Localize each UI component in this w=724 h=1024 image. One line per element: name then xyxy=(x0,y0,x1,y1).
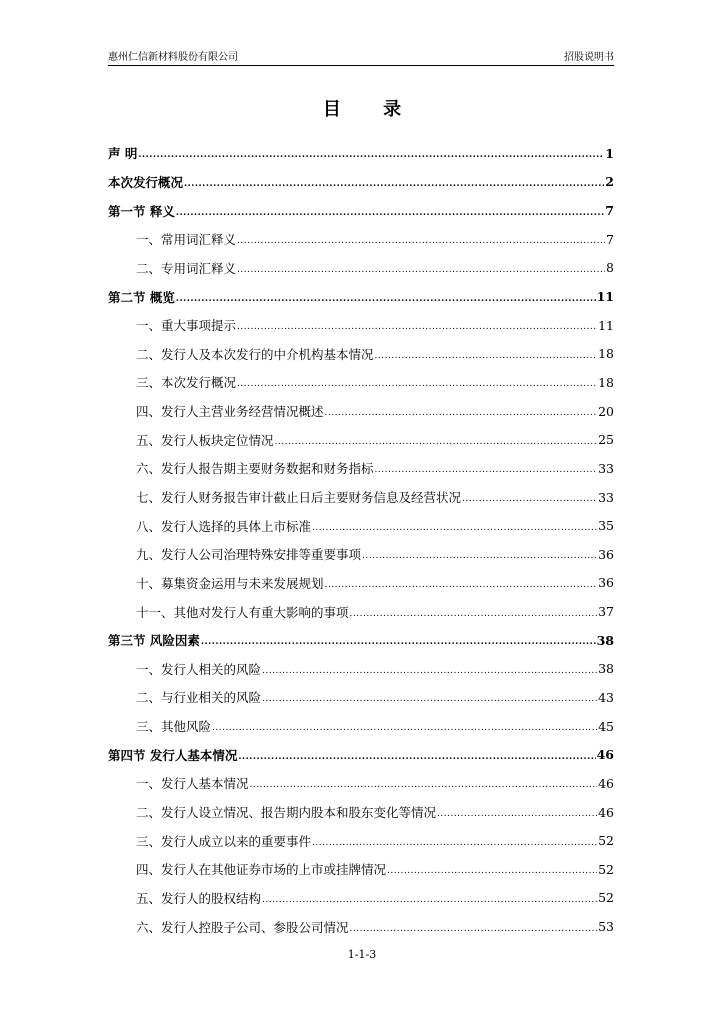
toc-dot-leader xyxy=(462,494,597,504)
toc-entry[interactable] xyxy=(108,339,614,368)
toc-dot-leader xyxy=(250,780,598,790)
toc-dot-leader xyxy=(184,179,604,189)
toc-entry-label: 四、发行人在其他证券市场的上市或挂牌情况 xyxy=(136,862,387,878)
toc-entry[interactable] xyxy=(108,569,614,598)
toc-entry-page: 8 xyxy=(606,260,614,276)
toc-dot-leader xyxy=(212,723,597,733)
toc-entry-label: 十、募集资金运用与未来发展规划 xyxy=(136,575,324,591)
toc-entry-label: 六、发行人报告期主要财务数据和财务指标 xyxy=(136,461,374,477)
toc-dot-leader xyxy=(437,809,597,819)
toc-entry-page: 36 xyxy=(598,575,614,591)
toc-dot-leader xyxy=(312,523,597,533)
toc-entry-label: 三、本次发行概况 xyxy=(136,375,237,391)
toc-entry-label: 一、重大事项提示 xyxy=(136,318,237,334)
toc-dot-leader xyxy=(375,465,598,475)
toc-entry-label: 第一节 释义 xyxy=(108,203,175,219)
toc-entry-page: 53 xyxy=(598,919,614,935)
header-document-type: 招股说明书 xyxy=(564,52,614,63)
toc-entry[interactable] xyxy=(108,740,614,769)
toc-entry-label: 二、与行业相关的风险 xyxy=(136,690,262,706)
toc-entry-page: 43 xyxy=(598,689,614,705)
toc-entry[interactable] xyxy=(108,397,614,426)
header-company-name: 惠州仁信新材料股份有限公司 xyxy=(108,52,238,63)
toc-dot-leader xyxy=(362,551,597,561)
toc-entry-page: 35 xyxy=(598,518,614,534)
toc-entry-page: 33 xyxy=(598,489,614,505)
toc-entry[interactable] xyxy=(108,769,614,798)
toc-dot-leader xyxy=(325,580,598,590)
toc-entry-label: 十一、其他对发行人有重大影响的事项 xyxy=(136,604,349,620)
toc-dot-leader xyxy=(237,236,605,246)
toc-entry[interactable] xyxy=(108,655,614,684)
toc-entry[interactable] xyxy=(108,254,614,283)
toc-entry-page: 18 xyxy=(598,374,614,390)
toc-entry-page: 7 xyxy=(605,203,614,219)
toc-dot-leader xyxy=(312,838,597,848)
toc-dot-leader xyxy=(237,322,597,332)
toc-entry[interactable] xyxy=(108,282,614,311)
toc-entry[interactable] xyxy=(108,798,614,827)
toc-entry[interactable] xyxy=(108,454,614,483)
toc-entry-label: 本次发行概况 xyxy=(108,174,184,190)
page-number: 1-1-3 xyxy=(347,948,377,961)
toc-entry-label: 一、发行人相关的风险 xyxy=(136,661,262,677)
table-of-contents xyxy=(108,139,614,941)
toc-entry-page: 46 xyxy=(598,804,614,820)
toc-entry-label: 九、发行人公司治理特殊安排等重要事项 xyxy=(136,547,362,563)
toc-dot-leader xyxy=(262,694,597,704)
toc-dot-leader xyxy=(237,265,605,275)
toc-entry-page: 25 xyxy=(598,432,614,448)
toc-dot-leader xyxy=(237,379,597,389)
toc-entry-label: 声 明 xyxy=(108,146,138,162)
toc-entry[interactable] xyxy=(108,225,614,254)
toc-entry[interactable] xyxy=(108,855,614,884)
toc-entry-page: 52 xyxy=(598,833,614,849)
toc-entry-page: 2 xyxy=(605,174,614,190)
toc-dot-leader xyxy=(387,866,597,876)
toc-entry[interactable] xyxy=(108,139,614,168)
toc-entry[interactable] xyxy=(108,425,614,454)
toc-entry-page: 33 xyxy=(598,460,614,476)
toc-entry-page: 38 xyxy=(596,632,614,648)
toc-entry-page: 52 xyxy=(598,890,614,906)
toc-dot-leader xyxy=(350,609,598,619)
toc-entry[interactable] xyxy=(108,196,614,225)
toc-entry-label: 一、发行人基本情况 xyxy=(136,776,249,792)
toc-entry[interactable] xyxy=(108,540,614,569)
toc-entry-page: 20 xyxy=(598,403,614,419)
toc-entry[interactable] xyxy=(108,483,614,512)
toc-dot-leader xyxy=(201,637,596,647)
toc-entry[interactable] xyxy=(108,168,614,197)
toc-entry-page: 52 xyxy=(598,861,614,877)
toc-entry[interactable] xyxy=(108,683,614,712)
toc-dot-leader xyxy=(275,437,598,447)
toc-entry[interactable] xyxy=(108,368,614,397)
toc-dot-leader xyxy=(238,752,595,762)
toc-entry-label: 第二节 概览 xyxy=(108,289,175,305)
toc-entry-label: 七、发行人财务报告审计截止日后主要财务信息及经营状况 xyxy=(136,490,462,505)
toc-entry[interactable] xyxy=(108,884,614,913)
toc-entry-page: 46 xyxy=(598,775,614,791)
toc-entry-label: 八、发行人选择的具体上市标准 xyxy=(136,518,312,534)
toc-entry-label: 五、发行人板块定位情况 xyxy=(136,432,274,448)
toc-entry-label: 二、发行人设立情况、报告期内股本和股东变化等情况 xyxy=(136,805,437,821)
toc-dot-leader xyxy=(176,294,596,304)
toc-entry-label: 二、发行人及本次发行的中介机构基本情况 xyxy=(136,346,374,362)
toc-entry-label: 五、发行人的股权结构 xyxy=(136,890,262,906)
toc-entry-label: 第四节 发行人基本情况 xyxy=(108,747,238,763)
toc-entry-page: 45 xyxy=(598,718,614,734)
toc-entry-label: 六、发行人控股子公司、参股公司情况 xyxy=(136,919,349,935)
toc-dot-leader xyxy=(176,208,604,218)
toc-entry-label: 一、常用词汇释义 xyxy=(136,232,237,248)
toc-entry[interactable] xyxy=(108,712,614,741)
toc-entry-page: 7 xyxy=(606,231,614,247)
toc-entry-label: 三、其他风险 xyxy=(136,719,212,735)
toc-dot-leader xyxy=(325,408,598,418)
toc-entry[interactable] xyxy=(108,311,614,340)
toc-entry-page: 11 xyxy=(598,317,614,333)
toc-entry-page: 38 xyxy=(598,661,614,677)
toc-entry[interactable] xyxy=(108,626,614,655)
toc-entry-page: 37 xyxy=(598,604,614,620)
toc-entry-label: 四、发行人主营业务经营情况概述 xyxy=(136,404,324,420)
toc-dot-leader xyxy=(375,351,598,361)
toc-dot-leader xyxy=(262,895,597,905)
toc-entry-label: 三、发行人成立以来的重要事件 xyxy=(136,833,312,849)
toc-entry-page: 36 xyxy=(598,546,614,562)
toc-entry[interactable] xyxy=(108,597,614,626)
toc-dot-leader xyxy=(138,150,604,160)
page-title: 目 录 xyxy=(322,99,420,120)
toc-entry-page: 1 xyxy=(605,145,614,161)
toc-entry[interactable] xyxy=(108,826,614,855)
toc-dot-leader xyxy=(262,666,597,676)
toc-entry-page: 18 xyxy=(598,346,614,362)
toc-entry-label: 二、专用词汇释义 xyxy=(136,260,237,276)
toc-entry-page: 11 xyxy=(596,289,614,305)
toc-dot-leader xyxy=(350,924,598,934)
toc-entry-page: 46 xyxy=(596,747,614,763)
toc-entry[interactable] xyxy=(108,511,614,540)
toc-entry[interactable] xyxy=(108,912,614,941)
header-divider xyxy=(108,65,614,66)
page-header xyxy=(108,50,614,66)
toc-entry-label: 第三节 风险因素 xyxy=(108,633,200,649)
